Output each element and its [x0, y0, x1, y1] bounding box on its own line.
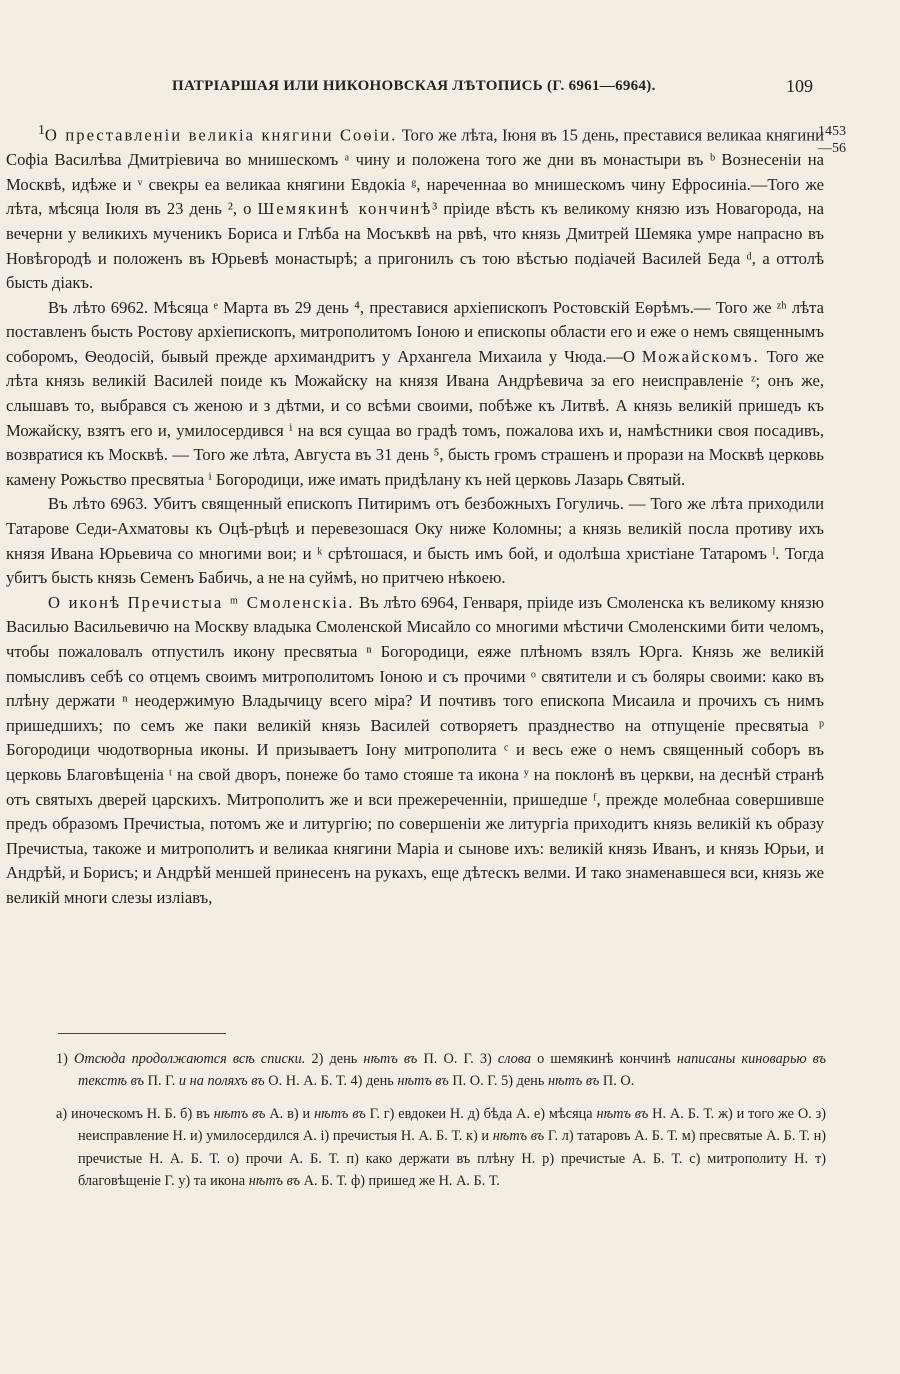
- footnote-text: нѣтъ въ: [213, 1105, 266, 1122]
- paragraph-text: Того же лѣта князь великій Василей поиде къ Можайску на князя Ивана Андрѣевича за его неисправленіе ᶻ; онъ же, слышавъ то, выбрався съ женою и з дѣтми, и со всѣми своими, побѣже къ Литвѣ. А князь великій пришедъ къ Можайску, взятъ его и, умилосердився ⁱ на вся сущаа во градѣ томъ, пожалова ихъ и, намѣстники своя посадивъ, возвратися къ Москвѣ. — Того же лѣта, Августа въ 31 день ⁵, бысть громъ страшенъ и прорази на Москвѣ церковь камену Рожьство пресвятыа ⁱ Богородици, иже имать придѣлану къ ней церковь Лазарь Святый.: [6, 346, 824, 489]
- footnote-text: нѣтъ въ: [547, 1073, 600, 1090]
- footnote-text: нѣтъ въ: [596, 1105, 649, 1122]
- footnote-text: слова: [497, 1051, 532, 1067]
- footnote-text: П. О. Г.: [423, 1051, 474, 1067]
- footnote-text: Отсюда продолжаются всѣ списки.: [74, 1051, 306, 1067]
- footnote-text: нѣтъ въ: [397, 1073, 449, 1090]
- section-heading: О иконѣ Пречистыа ᵐ Смоленскіа.: [48, 592, 355, 612]
- footnotes: [56, 1048, 826, 1192]
- section-heading: Шемякинѣ кончинѣ: [257, 199, 433, 219]
- main-text: [6, 118, 824, 911]
- footnote-text: Г. г) евдокеи Н. д) бѣда А. е) мѣсяца: [369, 1105, 593, 1122]
- footnote-divider: [58, 1033, 226, 1034]
- margin-year-top: 1453: [818, 124, 846, 139]
- footnote-text: А. Б. Т. ф) пришед же Н. А. Б. Т.: [303, 1173, 500, 1190]
- footnote-text: и на поляхъ въ: [178, 1073, 265, 1090]
- footnote-text: О. Н. А. Б. Т. 4) день: [268, 1073, 394, 1090]
- paragraph-text: Въ лѣто 6964, Генваря, пріиде изъ Смоленска къ великому князю Василью Васильевичю на Москву владыка Смоленской Мисайло со многими мѣстичи Смоленскими бити челомъ, чтобы пожаловалъ отпустилъ икону пресвятыа ⁿ Богородици, еяже плѣномъ взялъ Юрга. Князь же великій помысливъ себѣ со отцемъ своимъ митрополитомъ Іоною и съ прочими ᵒ святители и съ боляры своими: како въ плѣну держати ⁿ неодержимую Владычицу всего міра? И почтивъ того епископа Мисаила и прочихъ съ нимъ пришедшихъ; по семъ же паки великій князь Василей сотворяетъ празднество на отпущеніе пресвятыа ᵖ Богородици чюдотворныа иконы. И призываетъ Іону митрополита ᶜ и весь еже о немъ священный соборъ въ церковь Благовѣщеніа ᵗ на свой дворъ, понеже бо тамо стояше та икона ʸ на поклонѣ въ церкви, на деснѣй странѣ отъ святыхъ дверей царскихъ. Митрополитъ же и вси прежереченніи, пришедше ᶠ, прежде молебнаа совершивше предъ образомъ Пречистыа, потомъ же и литургію; по совершеніи же литургіа приходитъ князь великій къ образу Пречистыа, такоже и митрополитъ и великаа княгини Маріа и сынове ихъ: великій князь Иванъ, и князь Юрьи, и Андрѣй, и Борисъ; и Андрѣй меншей принесенъ на рукахъ, еще дѣтескъ велми. И тако знаменавшеся вси, князь же великій многи слезы изліавъ,: [6, 592, 824, 907]
- footnote-numeric: [56, 1048, 826, 1093]
- paragraph-text: Въ лѣто 6962. Мѣсяца ᵉ Марта въ 29 день ⁴, преставися архіепископъ Ростовскій Еѳрѣмъ.— Того же ᶻʰ лѣта поставленъ бысть Ростову архіепископъ, митрополитомъ Іоною и епископы области его и еже о немъ священнымъ соборомъ, Ѳеодосій, бывый прежде архимандритъ у Архангела Михаила у Чюда.—О: [6, 297, 824, 366]
- footnote-text: нѣтъ въ: [314, 1105, 366, 1122]
- paragraph-text: Того же лѣта, Іюня въ 15 день, преставися великаа княгини Софіа Василѣва Дмитріевича во мнишескомъ ᵃ чину и положена того же дни въ монастыри въ ᵇ Вознесеніи на Москвѣ, идѣже и ᵛ свекры еа великаа княгини Евдокіа ᵍ, нареченнаа во мнишескомъ чину Ефросиніа.—Того же лѣта, мѣсяца Іюля въ 23 день ², о: [6, 125, 824, 219]
- section-heading: О преставленіи великіа княгини Соѳіи.: [44, 125, 398, 145]
- footnote-number: 1): [56, 1051, 68, 1067]
- footnote-text: а) иноческомъ Н. Б. б) въ: [56, 1105, 210, 1122]
- footnote-text: Г. л) татаровъ А. Б. Т. м) пресвятые А. Б. Т. н) пречистые Н. А. Б. Т. о) прочи А. Б. Т. п) како держати въ плѣну Н. р) пречистые А. Б. Т. с) митрополиту Н. т) благовѣщеніе Г. у) та икона: [78, 1128, 827, 1190]
- margin-year-bottom: —56: [818, 141, 846, 156]
- section-heading: Можайскомъ.: [641, 346, 760, 366]
- footnote-text: П. О. Г. 5) день: [452, 1073, 545, 1090]
- paragraph-1: [6, 118, 824, 296]
- paragraph-3: [6, 492, 824, 590]
- footnote-text: Н. А. Б. Т. ж) и того же О. з) неисправление Н. и) умилосердился А. і) пречистыя Н. А. Б. Т. к) и: [78, 1105, 827, 1145]
- footnote-text: 3): [479, 1051, 492, 1067]
- footnote-text: нѣтъ въ: [363, 1051, 418, 1067]
- paragraph-4: [6, 591, 824, 911]
- footnote-text: о шемякинѣ кончинѣ: [537, 1051, 671, 1067]
- paragraph-2: [6, 296, 824, 493]
- footnote-text: А. в) и: [269, 1105, 311, 1122]
- page-number: 109: [786, 76, 813, 96]
- footnote-text: нѣтъ въ: [248, 1173, 301, 1190]
- paragraph-text: Въ лѣто 6963. Убитъ священный епископъ Питиримъ отъ безбожныхъ Гогуличь. — Того же лѣта приходили Татарове Седи-Ахматовы къ Оцѣ-рѣцѣ и перевезошася Оку ниже Коломны; а князь великій посла противу ихъ князя Ивана Юрьевича со многими вои; и ᵏ срѣтошася, и бысть имъ бой, и одолѣша христіане Татаромъ ˡ. Тогда убитъ бысть князь Семенъ Бабичь, а не на суймѣ, но притчею нѣкоею.: [6, 494, 824, 588]
- paragraph-text: ³ пріиде вѣсть къ великому князю изъ Новагорода, на вечерни у великихъ мученикъ Бориса и Глѣба на Мосъквѣ на рвѣ, что князь Дмитрей Шемяка умре напрасно въ Новѣгородѣ и положенъ въ Юрьевѣ монастырѣ; а пригонилъ съ тою вѣстью подіачей Василей Беда ᵈ, а оттолѣ бысть діакъ.: [6, 199, 824, 293]
- footnote-text: нѣтъ въ: [492, 1128, 545, 1145]
- footnote-text: П. О.: [602, 1073, 635, 1090]
- page-header: [0, 76, 900, 100]
- footnote-text: П. Г.: [147, 1073, 176, 1090]
- footnote-text: написаны киноварью въ текстѣ въ: [78, 1051, 827, 1090]
- footnote-mark: 1: [38, 122, 45, 137]
- running-head: ПАТРІАРШАЯ ИЛИ НИКОНОВСКАЯ ЛѢТОПИСЬ (Г. 6961—6964).: [172, 78, 656, 94]
- footnote-text: 2) день: [311, 1051, 358, 1067]
- footnote-lettered: [56, 1103, 826, 1193]
